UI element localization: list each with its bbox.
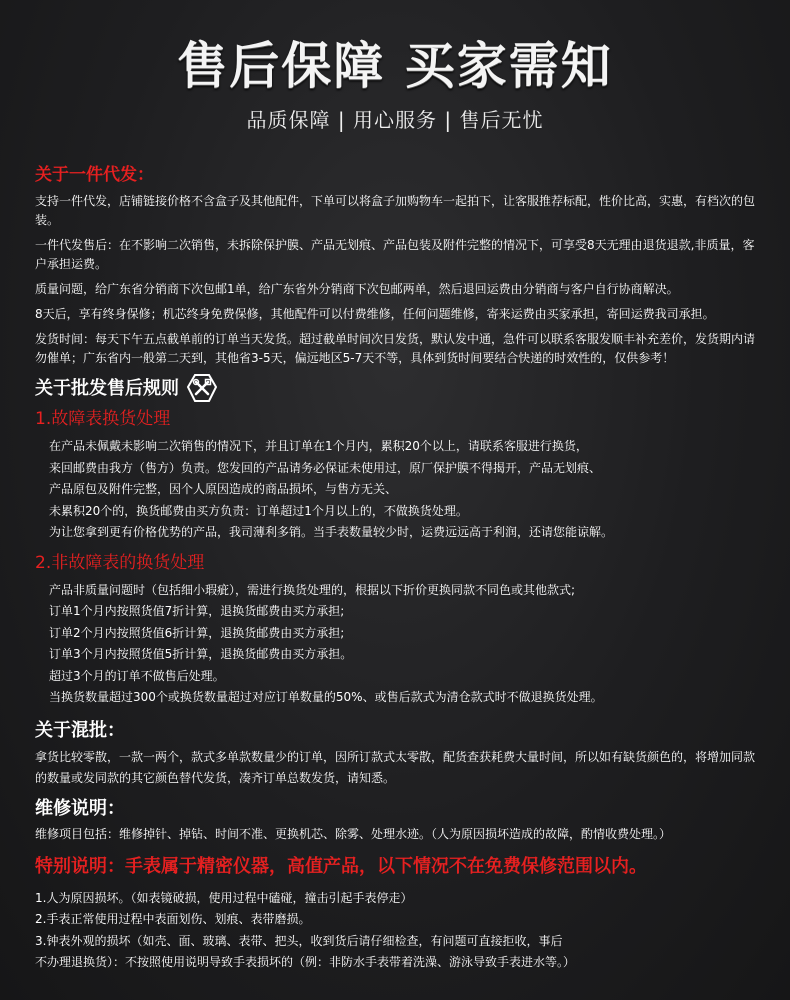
special-line: 3.钟表外观的损坏（如壳、面、玻璃、表带、把头，收到货后请仔细检查，有问题可直接拒收，事后 [35, 933, 563, 948]
special-line: 1.人为原因损坏。（如表镜破损，使用过程中磕碰，撞击引起手表停走） [35, 890, 413, 905]
nonfaulty-line: 订单3个月内按照货值5折计算，退换货邮费由买方承担。 [49, 647, 353, 661]
page-subtitle: 品质保障 | 用心服务 | 售后无忧 [246, 108, 544, 132]
special-line: 不办理退换货）：不按照使用说明导致手表损坏的（例：非防水手表带着洗澡、游泳导致手表进水等。） [35, 955, 576, 969]
dropship-heading: 关于一件代发： [35, 165, 154, 185]
faulty-line: 为让您拿到更有价格优势的产品，我司薄利多销。当手表数量较少时，运费远远高于利润，还请您能谅解。 [49, 525, 614, 539]
content [35, 162, 765, 974]
faulty-line: 在产品未佩戴未影响二次销售的情况下，并且订单在1个月内，累积20个以上，请联系客服进行换货， [49, 439, 588, 453]
page-title: 售后保障 买家需知 [177, 37, 613, 95]
special-lines [35, 888, 765, 974]
nonfaulty-line: 当换货数量超过300个或换货数量超过对应订单数量的50%、或售后款式为清仓款式时不做退换货处理。 [49, 690, 603, 704]
dropship-paragraph-1: 支持一件代发，店铺链接价格不含盒子及其他配件，下单可以将盒子加购物车一起拍下，让客服推荐标配，性价比高，实惠，有档次的包装。 [35, 194, 756, 227]
nonfaulty-heading: 2.非故障表的换货处理 [35, 552, 205, 573]
nonfaulty-line: 超过3个月的订单不做售后处理。 [49, 668, 225, 683]
faulty-line: 来回邮费由我方（售方）负责。您发回的产品请务必保证未使用过，原厂保护膜不得揭开，产品无划痕、 [49, 460, 602, 475]
wholesale-heading-row [35, 374, 765, 404]
repair-heading: 维修说明： [35, 797, 125, 819]
tools-icon [187, 374, 217, 404]
faulty-line: 未累积20个的，换货邮费由买方负责：订单超过1个月以上的，不做换货处理。 [49, 503, 468, 518]
nonfaulty-lines [35, 580, 765, 709]
repair-text: 维修项目包括：维修掉针、掉钻、时间不准、更换机芯、除雾、处理水迹。（人为原因损坏造成的故障，酌情收费处理。） [35, 826, 672, 841]
faulty-heading: 1.故障表换货处理 [35, 409, 171, 429]
dropship-paragraph-4: 8天后，享有终身保修；机芯终身免费保修，其他配件可以付费维修，任何问题维修，寄来运费由买家承担，寄回运费我司承担。 [35, 307, 715, 321]
special-heading: 特别说明：手表属于精密仪器，高值产品，以下情况不在免费保修范围以内。 [35, 855, 647, 877]
nonfaulty-line: 订单2个月内按照货值6折计算，退换货邮费由买方承担; [49, 625, 345, 640]
mixed-text: 拿货比较零散，一款一两个，款式多单款数量少的订单，因所订款式太零散，配货查获耗费大量时间，所以如有缺货颜色的，将增加同款的数量或发同款的其它颜色替代发货，凑齐订单总数发货，请知悉。 [35, 749, 756, 785]
dropship-paragraph-5: 发货时间：每天下午五点截单前的订单当天发货。超过截单时间次日发货，默认发中通，急件可以联系客服发顺丰补充差价，发货期内请勿催单；广东省内一般第二天到，其他省3-5天，偏远地区5-7天不等，具体到货时间要结合快递的时效性的，仅供参考！ [35, 332, 756, 365]
faulty-line: 产品原包及附件完整，因个人原因造成的商品损坏，与售方无关、 [49, 482, 398, 496]
special-line: 2.手表正常使用过程中表面划伤、划痕、表带磨损。 [35, 912, 311, 926]
faulty-lines [35, 436, 765, 544]
dropship-paragraph-3: 质量问题，给广东省分销商下次包邮1单，给广东省外分销商下次包邮两单，然后退回运费由分销商与客户自行协商解决。 [35, 282, 679, 296]
mixed-heading: 关于混批： [35, 719, 125, 741]
dropship-paragraph-2: 一件代发售后：在不影响二次销售，未拆除保护膜、产品无划痕、产品包装及附件完整的情况下，可享受8天无理由退货退款,非质量，客户承担运费。 [35, 238, 755, 271]
wholesale-heading: 关于批发售后规则 [35, 378, 179, 399]
nonfaulty-line: 订单1个月内按照货值7折计算，退换货邮费由买方承担; [49, 604, 345, 618]
nonfaulty-line: 产品非质量问题时（包括细小瑕疵），需进行换货处理的，根据以下折价更换同款不同色或其他款式; [49, 582, 576, 597]
